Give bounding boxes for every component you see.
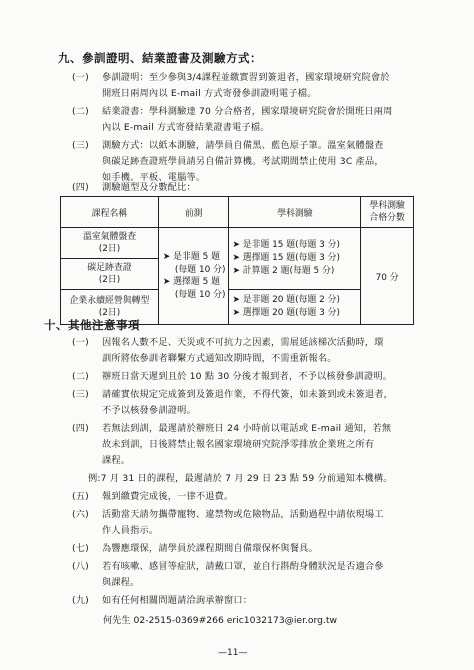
course-duration: (2日) (98, 308, 121, 318)
course-duration: (2日) (98, 275, 121, 285)
pretest-line: (每題 10 分) (174, 289, 226, 300)
written-line: ➤ 計算題 2 題(每題 5 分) (232, 266, 335, 276)
section-9-item-3 (72, 138, 384, 154)
written-line: ➤ 是非題 15 題(每題 3 分) (232, 240, 340, 250)
item-number: (八) (72, 561, 89, 572)
written-test-cell-top (229, 228, 361, 290)
item-number: (六) (72, 509, 89, 520)
item-number: (二) (72, 106, 89, 117)
item-number: (四) (72, 423, 89, 434)
item-text: 若無法到訓，最遲請於辦班日 24 小時前以電話或 E-mail 通知，若無 (102, 423, 392, 434)
written-line: ➤ 選擇題 20 題(每題 3 分) (232, 308, 340, 318)
item-text: 參訓證明：至少參與3/4課程並繳實習到簽退者，國家環境研究院會於 (102, 72, 390, 83)
pretest-cell (158, 228, 229, 325)
section-10-item-9 (72, 593, 252, 609)
item-text: 為響應環保，請學員於課程期間自備環保杯與餐具。 (102, 543, 318, 554)
header-pass-score: 學科測驗 合格分數 (361, 197, 414, 228)
item-text: 測驗方式：以紙本測驗，請學員自備黑、藍色原子筆。溫室氣體盤查 (102, 140, 384, 151)
pretest-line: ➤ 是非題 5 題 (162, 252, 220, 262)
section-9-item-4 (72, 180, 196, 196)
section-9-item-3-cont-2: 如手機、平板、電腦等。 (102, 172, 206, 183)
course-name: 碳足跡查證 (87, 263, 132, 273)
section-10-item-6-cont: 作人員指示。 (102, 525, 159, 536)
section-10-item-4 (72, 421, 391, 437)
pretest-line: ➤ 選擇題 5 題 (162, 277, 220, 287)
header-course: 課程名稱 (61, 197, 159, 228)
item-number: (三) (72, 389, 89, 400)
page-number: —11— (218, 648, 248, 658)
section-9-item-1 (72, 70, 390, 86)
item-text: 結業證書：學科測驗達 70 分合格者，國家環境研究院會於開班日兩周 (102, 106, 393, 117)
item-text: 測驗題型及分數配比： (102, 182, 196, 193)
item-text: 如有任何相關問題請洽詢承辦窗口： (102, 595, 253, 606)
item-number: (四) (72, 182, 89, 193)
written-test-cell-bottom (229, 290, 361, 325)
example-note: 例:7 月 31 日的課程，最遲請於 7 月 29 日 23 點 59 分前通知本機構。 (88, 473, 393, 484)
section-10-title: 十、其他注意事項 (44, 318, 140, 332)
section-10-item-1-cont: 訓所將依參訓者聯繫方式通知改期時間，不需重新報名。 (102, 353, 337, 364)
exam-score-table (60, 196, 414, 325)
item-number: (一) (72, 337, 89, 348)
section-10-item-3 (72, 387, 393, 403)
item-number: (五) (72, 491, 89, 502)
header-pretest: 前測 (158, 197, 229, 228)
section-10-item-7 (72, 541, 318, 557)
item-number: (三) (72, 140, 89, 151)
section-9-item-1-cont: 開班日兩周內以 E-mail 方式寄發參訓證明電子檔。 (102, 88, 317, 99)
item-number: (二) (72, 371, 89, 382)
item-number: (七) (72, 543, 89, 554)
course-duration: (2日) (98, 244, 121, 254)
section-10-item-2 (72, 369, 392, 385)
pass-score-cell: 70 分 (361, 228, 414, 325)
section-10-item-8 (72, 559, 384, 575)
section-9-title: 九、參訓證明、結業證書及測驗方式： (58, 51, 262, 65)
section-10-item-6 (72, 507, 384, 523)
item-text: 辦班日當天遲到且於 10 點 30 分後才報到者，不予以核發參訓證明。 (102, 371, 393, 382)
contact-info: 何先生 02-2515-0369#266 eric1032173@ier.org.tw (103, 615, 338, 626)
item-text: 請確實依規定完成簽到及簽退作業，不得代簽，如未簽到或未簽退者， (102, 389, 394, 400)
section-10-item-5 (72, 489, 233, 505)
item-number: (九) (72, 595, 89, 606)
written-line: ➤ 是非題 20 題(每題 2 分) (232, 295, 340, 305)
item-number: (一) (72, 72, 89, 83)
item-text: 若有咳嗽、感冒等症狀，請戴口罩，並自行斟酌身體狀況是否適合參 (102, 561, 384, 572)
section-10-item-4-cont-2: 課程。 (102, 455, 131, 466)
section-10-item-3-cont: 不予以核發參訓證明。 (102, 405, 196, 416)
item-text: 報到繳費完成後，一律不退費。 (102, 491, 234, 502)
section-10-item-4-cont-1: 故未到訓，日後將禁止報名國家環境研究院淨零排放企業班之所有 (102, 439, 375, 450)
section-10-item-1 (72, 335, 384, 351)
section-9-item-2 (72, 104, 393, 120)
section-9-item-2-cont: 內以 E-mail 方式寄發結業證書電子檔。 (102, 122, 270, 133)
section-9-item-3-cont-1: 與碳足跡查證班學員請另自備計算機。考試期間禁止使用 3C 產品， (102, 156, 384, 167)
pretest-line: (每題 10 分) (174, 264, 226, 275)
course-row-1 (61, 228, 159, 259)
item-text: 活動當天請勿攜帶寵物、違禁物或危險物品，活動過程中請依現場工 (102, 509, 384, 520)
course-name: 溫室氣體盤查 (82, 232, 137, 242)
item-text: 因報名人數不足、天災或不可抗力之因素，需展延該梯次活動時，環 (102, 337, 384, 348)
course-name: 企業永續經營與轉型 (69, 296, 150, 306)
written-line: ➤ 選擇題 15 題(每題 3 分) (232, 253, 340, 263)
section-10-item-8-cont: 與課程。 (102, 577, 140, 588)
course-row-2 (61, 259, 159, 290)
header-written-test: 學科測驗 (229, 197, 361, 228)
